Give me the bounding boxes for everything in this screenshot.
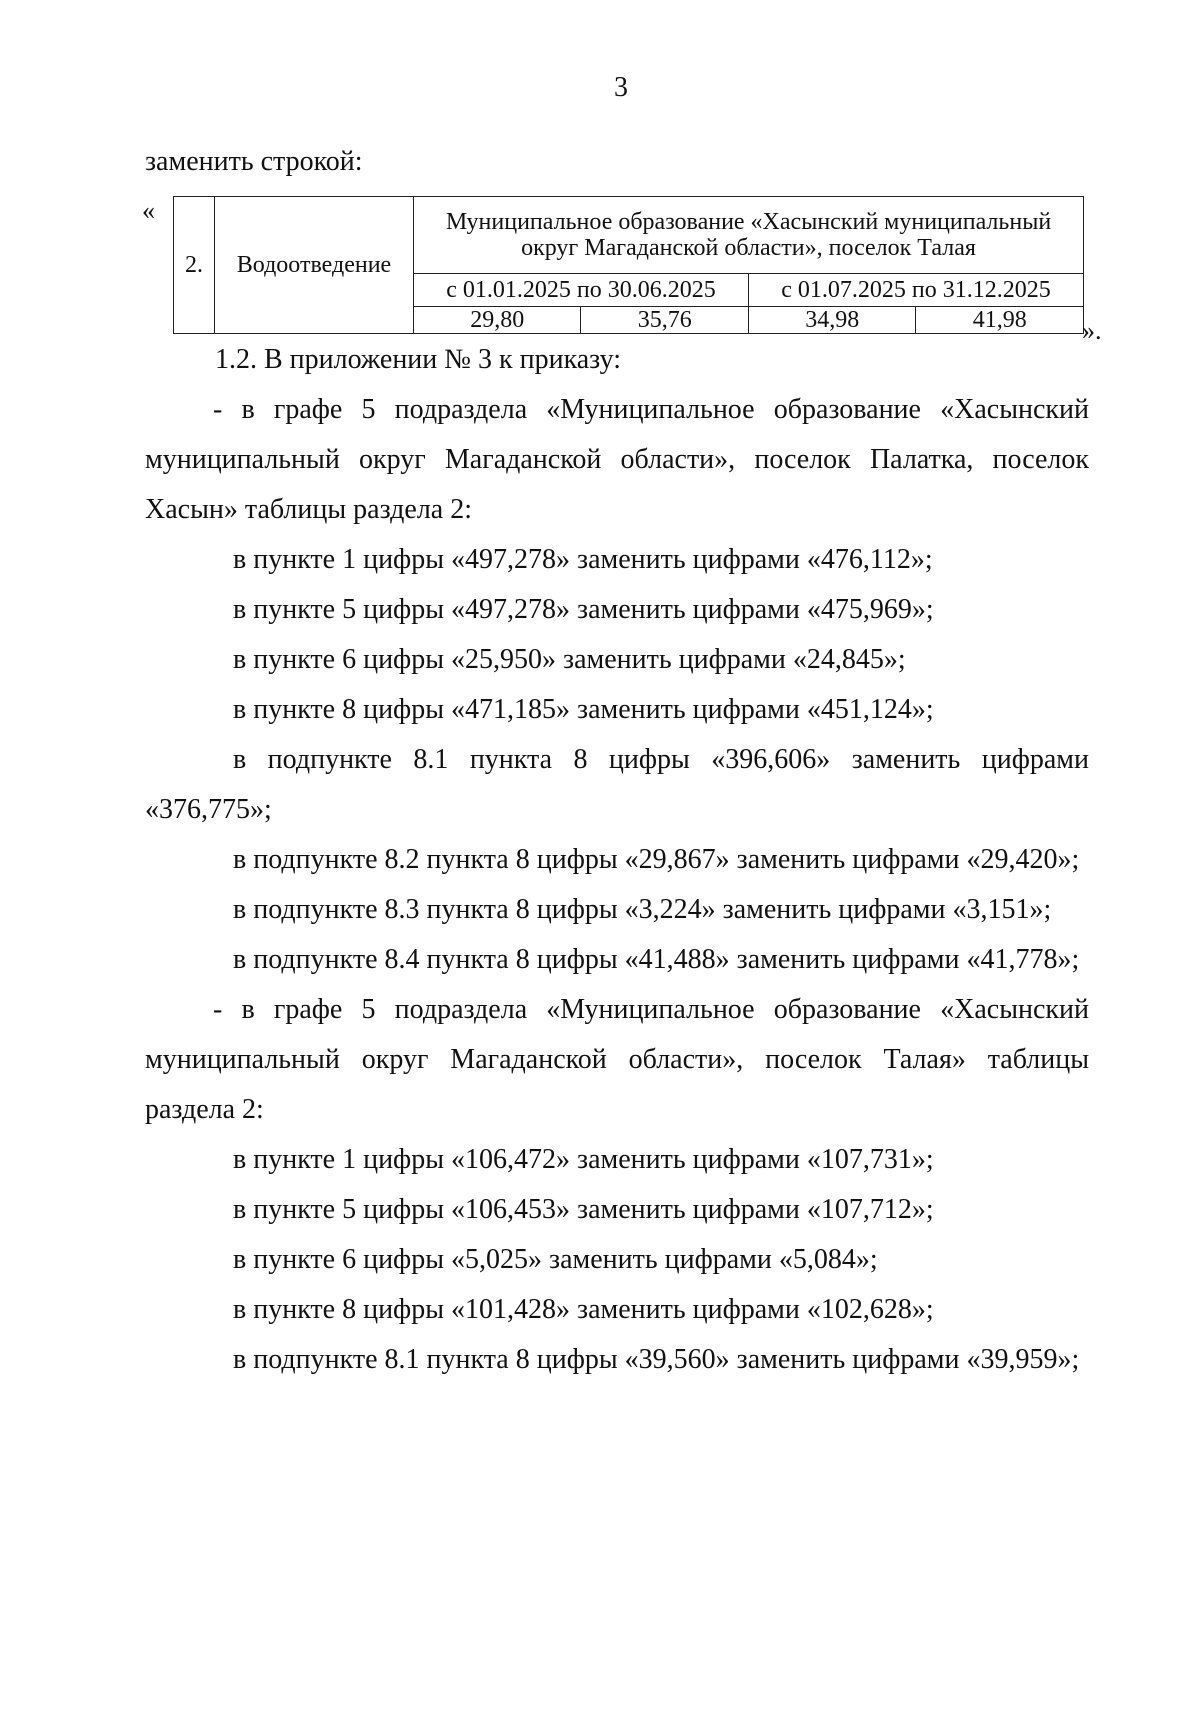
row-number-cell: 2. [174,197,215,334]
paragraph: в подпункте 8.3 пункта 8 цифры «3,224» заменить цифрами «3,151»; [233,894,1052,925]
value-cell: 41,98 [916,307,1084,334]
table-row [174,197,1084,274]
opening-quote: « [142,196,155,225]
value-cell: 29,80 [414,307,581,334]
period-cell: с 01.07.2025 по 31.12.2025 [748,274,1083,307]
paragraph: в пункте 5 цифры «106,453» заменить цифрами «107,712»; [233,1194,934,1225]
tariff-table [173,196,1084,334]
paragraph: в подпункте 8.4 пункта 8 цифры «41,488» заменить цифрами «41,778»; [233,944,1080,975]
paragraph: в пункте 5 цифры «497,278» заменить цифрами «475,969»; [233,594,934,625]
paragraph: в пункте 6 цифры «25,950» заменить цифрами «24,845»; [233,644,906,675]
page-number: 3 [614,72,628,103]
document-body [145,335,1089,1385]
value-cell: 34,98 [748,307,915,334]
paragraph: - в графе 5 подраздела «Муниципальное образование «Хасынский муниципальный округ Магаданской области», поселок Талая» таблицы раздела 2: [145,994,1089,1125]
paragraph: в пункте 8 цифры «101,428» заменить цифрами «102,628»; [233,1294,934,1325]
paragraph: в пункте 8 цифры «471,185» заменить цифрами «451,124»; [233,694,934,725]
municipality-header-cell: Муниципальное образование «Хасынский муниципальный округ Магаданской области», поселок Талая [414,197,1084,274]
intro-text: заменить строкой: [145,146,363,177]
paragraph: - в графе 5 подраздела «Муниципальное образование «Хасынский муниципальный округ Магаданской области», поселок Палатка, поселок Хасын» таблицы раздела 2: [145,394,1089,525]
paragraph: в пункте 1 цифры «497,278» заменить цифрами «476,112»; [233,544,933,575]
paragraph: в подпункте 8.2 пункта 8 цифры «29,867» заменить цифрами «29,420»; [233,844,1080,875]
period-cell: с 01.01.2025 по 30.06.2025 [414,274,749,307]
paragraph: в пункте 1 цифры «106,472» заменить цифрами «107,731»; [233,1144,934,1175]
paragraph: в подпункте 8.1 пункта 8 цифры «396,606» заменить цифрами «376,775»; [145,744,1089,825]
closing-quote: ». [1082,316,1102,345]
paragraph: в пункте 6 цифры «5,025» заменить цифрами «5,084»; [233,1244,878,1275]
paragraph: 1.2. В приложении № 3 к приказу: [215,344,622,375]
service-cell: Водоотведение [215,197,414,334]
value-cell: 35,76 [581,307,748,334]
paragraph: в подпункте 8.1 пункта 8 цифры «39,560» заменить цифрами «39,959»; [233,1344,1080,1375]
